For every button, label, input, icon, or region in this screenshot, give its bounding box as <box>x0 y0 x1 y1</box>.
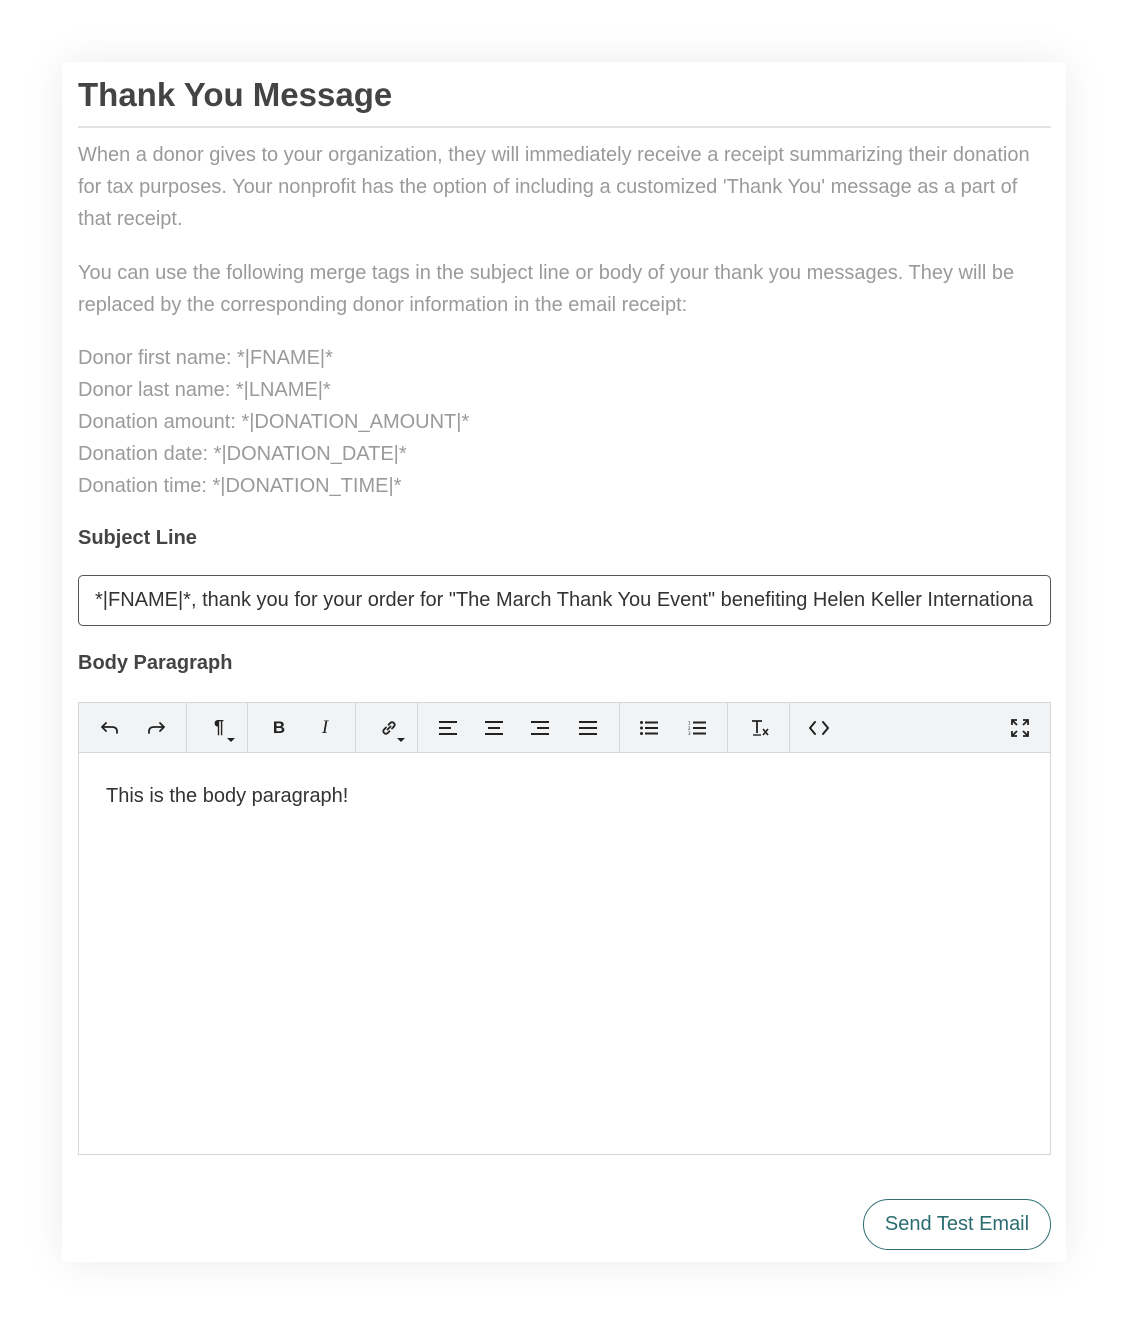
toolbar-separator <box>727 703 728 752</box>
svg-text:1: 1 <box>688 720 691 725</box>
intro-paragraph: When a donor gives to your organization, they will immediately receive a receipt summarizing their donation for tax purposes. Your nonprofit has the option of including a customized 'Thank You' message as a part of that receipt. <box>78 144 1030 230</box>
undo-icon[interactable] <box>95 703 125 752</box>
merge-tag-item: Donor last name: *|LNAME|* <box>78 379 331 401</box>
chevron-down-icon <box>227 738 235 742</box>
merge-tag-item: Donation date: *|DONATION_DATE|* <box>78 443 407 465</box>
editor-toolbar <box>79 703 1050 753</box>
page-title: Thank You Message <box>78 76 393 113</box>
merge-tag-list <box>78 342 1051 502</box>
thank-you-card <box>62 62 1066 1262</box>
fullscreen-icon[interactable] <box>1005 703 1035 752</box>
toolbar-separator <box>355 703 356 752</box>
italic-icon[interactable]: I <box>321 716 329 738</box>
chevron-down-icon <box>397 738 405 742</box>
merge-tag-item: Donation time: *|DONATION_TIME|* <box>78 475 402 497</box>
toolbar-separator <box>247 703 248 752</box>
align-center-icon[interactable] <box>479 703 509 752</box>
redo-icon[interactable] <box>141 703 171 752</box>
editor-content[interactable] <box>79 753 1050 1154</box>
align-left-icon[interactable] <box>433 703 463 752</box>
clear-format-icon[interactable] <box>745 703 775 752</box>
toolbar-separator <box>417 703 418 752</box>
toolbar-separator <box>619 703 620 752</box>
body-paragraph-text: This is the body paragraph! <box>106 785 349 807</box>
send-test-email-button[interactable]: Send Test Email <box>863 1199 1051 1250</box>
svg-text:2: 2 <box>688 725 691 731</box>
numbered-list-icon[interactable] <box>682 703 712 752</box>
body-paragraph-label: Body Paragraph <box>78 652 233 674</box>
merge-tags-intro: You can use the following merge tags in the subject line or body of your thank you messages. They will be replaced by the corresponding donor information in the email receipt: <box>78 262 1015 316</box>
bold-icon[interactable]: B <box>272 717 286 737</box>
toolbar-separator <box>789 703 790 752</box>
rich-text-editor <box>78 702 1051 1155</box>
subject-line-input[interactable] <box>78 575 1051 626</box>
merge-tag-item: Donor first name: *|FNAME|* <box>78 347 333 369</box>
link-icon[interactable] <box>369 703 409 752</box>
subject-line-label: Subject Line <box>78 527 197 549</box>
title-divider <box>78 126 1051 128</box>
merge-tag-item: Donation amount: *|DONATION_AMOUNT|* <box>78 411 470 433</box>
code-view-icon[interactable] <box>804 703 834 752</box>
paragraph-icon[interactable]: ¶ <box>199 703 239 752</box>
toolbar-separator <box>186 703 187 752</box>
svg-text:3: 3 <box>688 730 691 735</box>
card-body <box>78 62 1051 1235</box>
align-right-icon[interactable] <box>525 703 555 752</box>
align-justify-icon[interactable] <box>573 703 603 752</box>
bullet-list-icon[interactable] <box>634 703 664 752</box>
